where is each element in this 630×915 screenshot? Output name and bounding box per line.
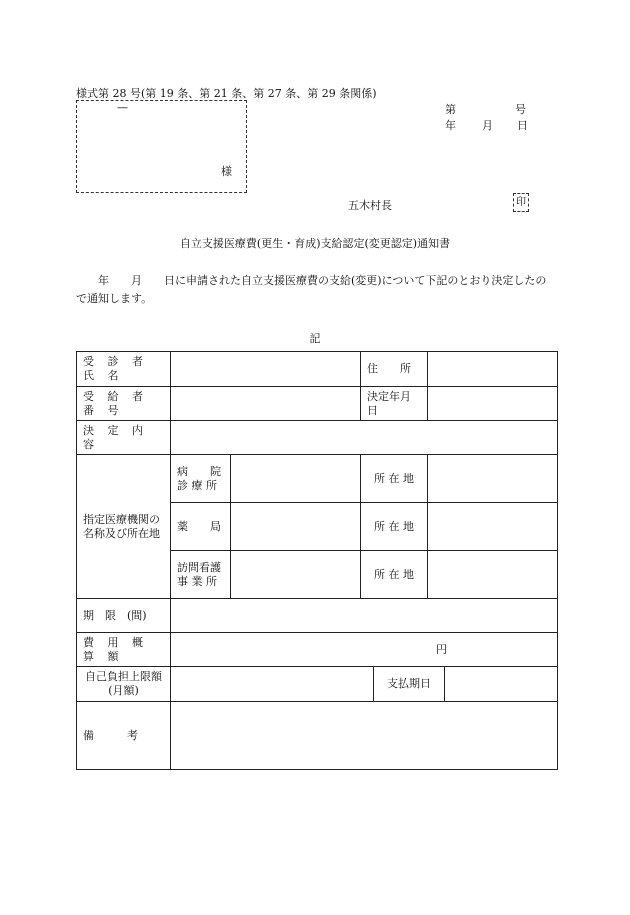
visiting-nursing-line2: 事 業 所 [177, 574, 217, 588]
self-pay-limit-line1: 自己負担上限額 [85, 670, 162, 683]
seal-mark: 印 [513, 193, 529, 212]
date-year: 年 [445, 119, 456, 132]
row-remarks [77, 702, 558, 770]
row-decision-content [77, 421, 558, 455]
cost-estimate-value[interactable] [171, 633, 558, 667]
notice-body: 年 月 日に申請された自立支援医療費の支給(変更)について下記のとおり決定したので通知します。 [76, 274, 547, 305]
addressee-box [76, 100, 247, 193]
remarks-label: 備 考 [77, 702, 171, 770]
visiting-nursing-label [171, 551, 231, 599]
address-value[interactable] [428, 352, 558, 387]
visiting-nursing-name-value[interactable] [231, 551, 361, 599]
remarks-value[interactable] [171, 702, 558, 770]
decision-content-label: 決 定 内 容 [77, 421, 171, 455]
recipient-number-label: 受 給 者 番 号 [77, 387, 171, 421]
pharmacy-label: 薬 局 [171, 503, 231, 551]
recipient-number-value[interactable] [171, 387, 361, 421]
cost-estimate-label: 費 用 概 算 額 [77, 633, 171, 667]
form-number: 様式第 28 号(第 19 条、第 21 条、第 27 条、第 29 条関係) [76, 87, 377, 100]
row-recipient-name [77, 352, 558, 387]
date-day: 日 [517, 119, 528, 132]
addressee-dash: — [117, 101, 128, 114]
self-pay-limit-label [77, 667, 171, 702]
clinic-label: 診 療 所 [177, 478, 217, 492]
recipient-name-label: 受 診 者 氏 名 [77, 352, 171, 387]
visiting-nursing-location-label: 所 在 地 [361, 551, 428, 599]
doc-number-prefix: 第 [445, 103, 456, 116]
notice-table [76, 351, 558, 770]
hospital-label: 病 院 [177, 464, 221, 478]
row-period [77, 599, 558, 633]
pharmacy-location-label: 所 在 地 [361, 503, 428, 551]
document-title: 自立支援医療費(更生・育成)支給認定(変更認定)通知書 [179, 237, 451, 250]
hospital-name-value[interactable] [231, 455, 361, 503]
decision-date-value[interactable] [428, 387, 558, 421]
addressee-honorific: 様 [221, 165, 232, 178]
recipient-name-value[interactable] [171, 352, 361, 387]
decision-date-label: 決定年月日 [361, 387, 428, 421]
ki-heading: 記 [309, 332, 321, 345]
payment-date-value[interactable] [445, 667, 558, 702]
period-value[interactable] [171, 599, 558, 633]
hospital-location-label: 所 在 地 [361, 455, 428, 503]
row-self-pay-limit [77, 667, 558, 702]
period-label: 期 限 (間) [77, 599, 171, 633]
hospital-clinic-label [171, 455, 231, 503]
pharmacy-location-value[interactable] [428, 503, 558, 551]
designated-institution-label: 指定医療機関の名称及び所在地 [77, 455, 171, 599]
yen-unit: 円 [436, 642, 448, 656]
row-hospital [77, 455, 558, 503]
decision-content-value[interactable] [171, 421, 558, 455]
issuer-name: 五木村長 [348, 199, 392, 212]
self-pay-limit-value[interactable] [171, 667, 374, 702]
visiting-nursing-line1: 訪問看護 [177, 560, 221, 574]
self-pay-limit-line2: (月額) [108, 684, 139, 697]
pharmacy-name-value[interactable] [231, 503, 361, 551]
row-recipient-number [77, 387, 558, 421]
address-label: 住 所 [361, 352, 428, 387]
date-month: 月 [482, 119, 493, 132]
doc-number-suffix: 号 [515, 103, 526, 116]
row-cost-estimate [77, 633, 558, 667]
payment-date-label: 支払期日 [374, 667, 445, 702]
visiting-nursing-location-value[interactable] [428, 551, 558, 599]
hospital-location-value[interactable] [428, 455, 558, 503]
